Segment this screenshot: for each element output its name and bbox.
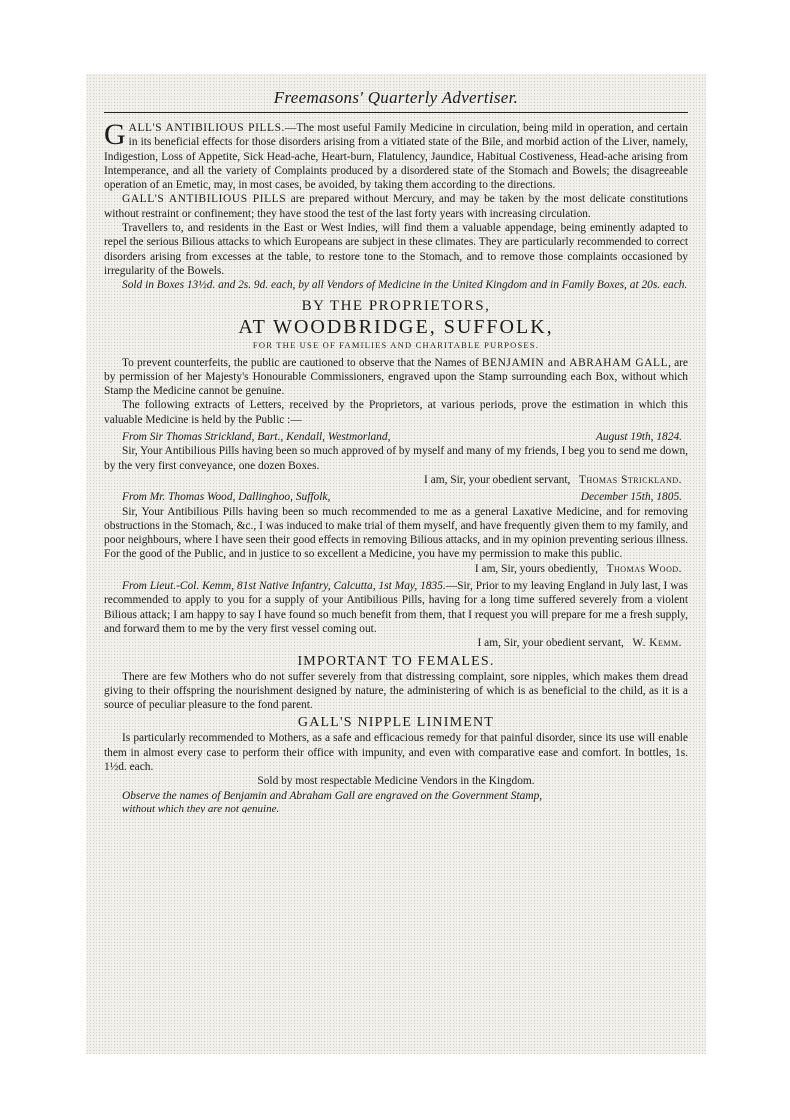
letter-strickland-signoff bbox=[104, 473, 688, 487]
females-heading: IMPORTANT TO FEMALES. bbox=[297, 653, 495, 669]
stamp-notice: Observe the names of Benjamin and Abraham Gall are engraved on the Government Stamp, bbox=[122, 789, 543, 802]
extracts-intro: The following extracts of Letters, received by the Proprietors, at various periods, prove the estimation in which this valuable Medicine is held by the Public :— bbox=[104, 399, 688, 426]
advertiser-page bbox=[86, 74, 706, 1054]
pills-name-repeat: GALL'S ANTIBILIOUS PILLS bbox=[122, 193, 287, 206]
letter-kemm-signoff bbox=[104, 636, 688, 650]
letter-date: December 15th, 1805. bbox=[580, 491, 682, 504]
letter-closing: I am, Sir, your obedient servant, bbox=[477, 637, 624, 650]
proprietor-names: BENJAMIN and ABRAHAM GALL bbox=[481, 356, 669, 369]
liniment-heading: GALL'S NIPPLE LINIMENT bbox=[297, 715, 495, 731]
letter-from: From Mr. Thomas Wood, Dallinghoo, Suffolk, bbox=[122, 491, 331, 504]
counterfeit-text-b: , are by permission of her Majesty's Honourable Commissioners, engraved upon the Stamp surrounding each Box, without which Stamp the Medicine cannot be genuine. bbox=[104, 356, 688, 398]
letter-from: From Lieut.-Col. Kemm, 81st Native Infantry, Calcutta, 1st May, 1835. bbox=[122, 580, 446, 593]
letter-text: —Sir, Prior to my leaving England in July last, I was recommended to apply to you for a supply of your Antibilious Pills, having for a long time suffered severely from a violent Bilious attack; I am happy to say I have found so much benefit from them, that I request you will prepare for me a fresh supply, and forward them to me by the very first vessel coming out. bbox=[104, 580, 688, 635]
letter-wood-signoff bbox=[104, 562, 688, 576]
letter-signature: Thomas Strickland. bbox=[578, 473, 682, 486]
travellers-paragraph: Travellers to, and residents in the East or West Indies, will find them a valuable appendage, being eminently adapted to repel the serious Bilious attacks to which Europeans are subject in these climates. They are particularly recommended to correct disorders arising from excesses at the table, to restore tone to the Stomach, and to remove those complaints occasioned by irregularity of the Bowels. bbox=[104, 222, 688, 277]
pills-intro-paragraph bbox=[104, 118, 688, 192]
pills-mercury-text: are prepared without Mercury, and may be taken by the most delicate constitutions without restraint or confinement; they have stood the test of the last forty years with increasing circulation. bbox=[104, 193, 688, 220]
letter-strickland-heading bbox=[104, 430, 688, 444]
pills-mercury-paragraph bbox=[104, 192, 688, 221]
liniment-paragraph: Is particularly recommended to Mothers, as a safe and efficacious remedy for that painful disorder, since its use will enable them in almost every case to perform their office with impunity, and even with comparative ease and comfort. In bottles, 1s. 1½d. each. bbox=[104, 732, 688, 773]
liniment-sold-line: Sold by most respectable Medicine Vendors in the Kingdom. bbox=[257, 775, 535, 788]
letter-kemm-body bbox=[104, 579, 688, 636]
place-heading: AT WOODBRIDGE, SUFFOLK, bbox=[238, 315, 554, 338]
letter-signature: W. Kemm. bbox=[632, 637, 682, 650]
letter-from: From Sir Thomas Strickland, Bart., Kendall, Westmorland, bbox=[122, 431, 391, 444]
page-content bbox=[104, 88, 688, 813]
letter-strickland-body: Sir, Your Antibilious Pills having been so much approved of by myself and many of my friends, I beg you to send me down, by the very first conveyance, one dozen Boxes. bbox=[104, 445, 688, 472]
letter-wood-body: Sir, Your Antibilious Pills having been so much recommended to me as a general Laxative Medicine, and for removing obstructions in the Stomach, &c., I was induced to make trial of them myself, and have frequently given them to my family, and poor neighbours, where I have seen their good effects in removing Bilious attacks, and in my opinion preventing serious illness. For the good of the Public, and in justice to so excellent a Medicine, you have my permission to make this public. bbox=[104, 505, 688, 561]
price-paragraph: Sold in Boxes 13½d. and 2s. 9d. each, by all Vendors of Medicine in the United Kingdom and in Family Boxes, at 20s. each. bbox=[122, 279, 688, 292]
letter-date: August 19th, 1824. bbox=[595, 431, 682, 444]
letter-wood-heading bbox=[104, 490, 688, 504]
letter-closing: I am, Sir, your obedient servant, bbox=[424, 473, 571, 486]
proprietors-heading: BY THE PROPRIETORS, bbox=[301, 297, 491, 314]
drop-cap-letter: G bbox=[104, 118, 126, 151]
counterfeit-text-a: To prevent counterfeits, the public are cautioned to observe that the Names of bbox=[122, 356, 482, 369]
letter-signature: Thomas Wood. bbox=[606, 562, 682, 575]
cutoff-line: without which they are not genuine. bbox=[122, 802, 280, 813]
purpose-line: FOR THE USE OF FAMILIES AND CHARITABLE PURPOSES. bbox=[252, 339, 540, 350]
counterfeit-warning bbox=[104, 356, 688, 399]
pills-name-lead: ALL'S ANTIBILIOUS PILLS. bbox=[128, 122, 285, 134]
page-header: Freemasons' Quarterly Advertiser. bbox=[104, 88, 688, 113]
pills-intro-text: —The most useful Family Medicine in circulation, being mild in operation, and certain in its beneficial effects for those disorders arising from a vitiated state of the Bile, and morbid action of the Liver, namely, Indigestion, Loss of Appetite, Sick Head-ache, Heart-burn, Flatulency, Jaundice, Habitual Costiveness, Head-ache arising from Intemperance, and all the variety of Complaints produced by a disordered state of the Stomach and Bowels; the disagreeable operation of an Emetic, may, in most cases, be avoided, by taking them according to the directions. bbox=[104, 122, 688, 192]
letter-closing: I am, Sir, yours obediently, bbox=[474, 562, 599, 575]
females-paragraph: There are few Mothers who do not suffer severely from that distressing complaint, sore nipples, which makes them dread giving to their offspring the nourishment designed by nature, the administering of which is as beneficial to the child, as it is a source of peculiar pleasure to the fond parent. bbox=[104, 670, 688, 712]
